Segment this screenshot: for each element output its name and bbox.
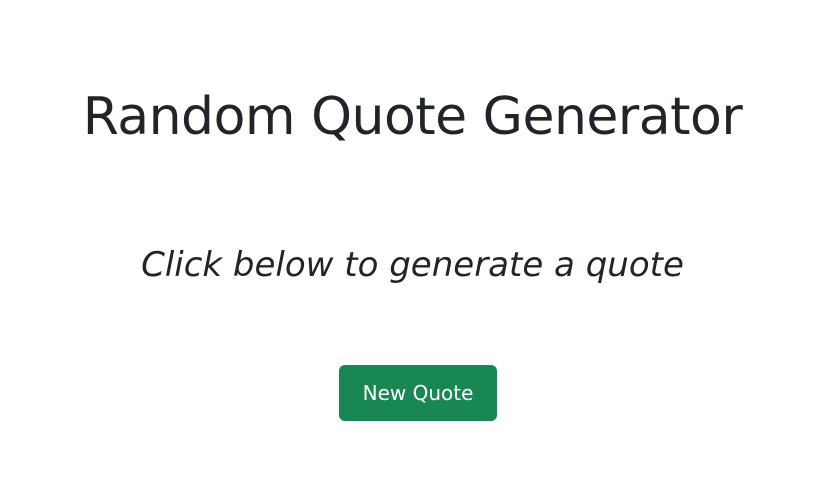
quote-text: Click below to generate a quote (141, 245, 684, 285)
new-quote-button[interactable]: New Quote (339, 365, 497, 421)
page-title: Random Quote Generator (82, 87, 743, 147)
